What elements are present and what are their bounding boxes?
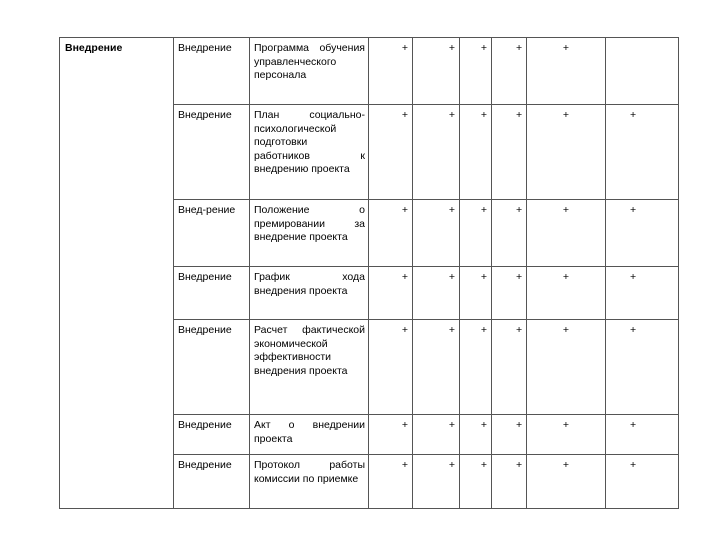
mark-cell: +: [606, 200, 679, 267]
phase-cell: Внедрение: [174, 38, 250, 105]
mark-cell: +: [460, 267, 492, 320]
mark-cell: +: [606, 105, 679, 200]
mark-cell: +: [460, 455, 492, 509]
mark-cell: +: [369, 38, 413, 105]
mark-cell: +: [460, 200, 492, 267]
document-cell: Протокол работы комиссии по приемке: [250, 455, 369, 509]
document-cell: Положение о премировании за внедрение проекта: [250, 200, 369, 267]
mark-cell: +: [460, 105, 492, 200]
mark-cell: +: [413, 320, 460, 415]
document-cell: Акт о внедрении проекта: [250, 415, 369, 455]
document-cell: График хода внедрения проекта: [250, 267, 369, 320]
mark-cell: +: [369, 267, 413, 320]
mark-cell: +: [606, 415, 679, 455]
table-row: [60, 38, 679, 105]
mark-cell: +: [460, 320, 492, 415]
stage-cell: Внедрение: [60, 38, 174, 509]
mark-cell: +: [413, 200, 460, 267]
mark-cell: +: [606, 267, 679, 320]
mark-cell: +: [492, 267, 527, 320]
mark-cell: +: [527, 200, 606, 267]
mark-cell: +: [413, 415, 460, 455]
mark-cell: +: [527, 267, 606, 320]
mark-cell: +: [492, 455, 527, 509]
mark-cell: +: [527, 38, 606, 105]
mark-cell: +: [413, 38, 460, 105]
phase-cell: Внедрение: [174, 415, 250, 455]
mark-cell: +: [492, 200, 527, 267]
mark-cell: +: [369, 200, 413, 267]
stage-table: [59, 37, 679, 509]
phase-cell: Внедрение: [174, 105, 250, 200]
mark-cell: +: [492, 320, 527, 415]
mark-cell: +: [527, 105, 606, 200]
mark-cell: +: [492, 415, 527, 455]
mark-cell: +: [460, 415, 492, 455]
document-cell: План социально-психологической подготовки работников к внедрению проекта: [250, 105, 369, 200]
document-cell: Расчет фактической экономической эффективности внедрения проекта: [250, 320, 369, 415]
mark-cell: +: [492, 38, 527, 105]
mark-cell: +: [369, 105, 413, 200]
mark-cell: +: [606, 455, 679, 509]
phase-cell: Внед-рение: [174, 200, 250, 267]
mark-cell: +: [606, 320, 679, 415]
mark-cell: +: [492, 105, 527, 200]
mark-cell: +: [413, 105, 460, 200]
phase-cell: Внедрение: [174, 267, 250, 320]
document-cell: Программа обучения управленческого персонала: [250, 38, 369, 105]
mark-cell: [606, 38, 679, 105]
mark-cell: +: [527, 415, 606, 455]
mark-cell: +: [413, 455, 460, 509]
mark-cell: +: [369, 320, 413, 415]
mark-cell: +: [527, 320, 606, 415]
phase-cell: Внедрение: [174, 455, 250, 509]
phase-cell: Внедрение: [174, 320, 250, 415]
mark-cell: +: [413, 267, 460, 320]
mark-cell: +: [527, 455, 606, 509]
mark-cell: +: [369, 455, 413, 509]
mark-cell: +: [369, 415, 413, 455]
mark-cell: +: [460, 38, 492, 105]
